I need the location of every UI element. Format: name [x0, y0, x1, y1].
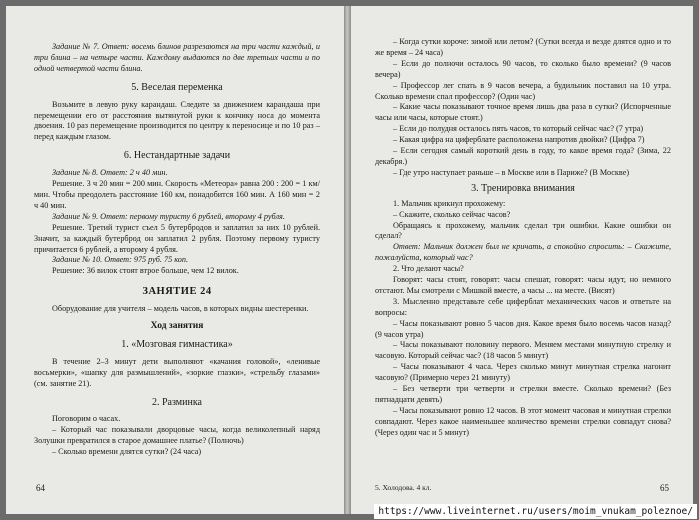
left-page [6, 6, 344, 514]
paragraph: – Когда сутки короче: зимой или летом? (Сутки всегда и везде длятся одно и то же время – 24 часа) [375, 37, 671, 57]
section-heading: Ход занятия [150, 321, 204, 332]
paragraph: – Часы показывают 4 часа. Через сколько минут минутная стрелка нагонит часовую? (Примерно через 21 минуту) [375, 362, 671, 383]
paragraph: Говорят: часы стоят, говорят: часы спешат, говорят: часы идут, но немного отстают. Мы смотрели с Мишкой вместе, а часы ... на месте. (Висят) [375, 275, 671, 295]
paragraph: Задание № 7. Ответ: восемь блинов разрезаются на три части каждый, и три блина – на четыре части. Каждому выдаются по две третьих части и по одной четвертой части блина. [34, 42, 320, 73]
paragraph: Задание № 10. Ответ: 975 руб. 75 коп. [52, 255, 189, 265]
paragraph: – Скажите, сколько сейчас часов? [393, 209, 511, 219]
paragraph: Задание № 8. Ответ: 2 ч 40 мин. [52, 168, 168, 178]
paragraph: Решение: 36 вилок стоят втрое больше, чем 12 вилок. [52, 266, 239, 276]
paragraph: Решение. 3 ч 20 мин = 200 мин. Скорость «Метеора» равна 200 : 200 = 1 км/мин. Чтобы преодолеть расстояние 160 км, понадобится 160 мин. А 160 мин = 2 ч 40 мин. [34, 179, 320, 210]
right-page-text [375, 37, 671, 439]
paragraph: – Какие часы показывают точное время лишь два раза в сутки? (Испорченные часы или часы, которые стоят.) [375, 102, 671, 123]
paragraph: – Часы показывают половину первого. Меняем местами минутную стрелку и часовую. Который сейчас час? (18 часов 5 минут) [375, 340, 671, 361]
paragraph: – Часы показывают ровно 12 часов. В этот момент часовая и минутная стрелки совпадают. Через какое наименьшее количество времени стрелки совпадут снова? (Через один час и 5 минут) [375, 405, 671, 437]
paragraph: – Сколько времени длятся сутки? (24 часа) [52, 447, 202, 457]
source-url-watermark[interactable]: https://www.liveinternet.ru/users/moim_vnukam_poleznoe/ [374, 504, 697, 519]
section-heading: 1. «Мозговая гимнастика» [121, 338, 233, 350]
paragraph: – Профессор лег спать в 9 часов вечера, а будильник поставил на 10 утра. Сколько времени спал профессор? (Один час) [375, 80, 671, 101]
paragraph: – Где утро наступает раньше – в Москве или в Париже? (В Москве) [393, 167, 630, 177]
paragraph: Задание № 9. Ответ: первому туристу 6 рублей, второму 4 рубля. [52, 211, 285, 221]
paragraph: 1. Мальчик крикнул прохожему: [393, 198, 506, 208]
paragraph: 3. Мысленно представьте себе циферблат механических часов и ответьте на вопросы: [375, 296, 671, 317]
section-heading: ЗАНЯТИЕ 24 [142, 286, 212, 298]
paragraph: – Какая цифра на циферблате расположена напротив двойки? (Цифра 7) [393, 135, 645, 145]
section-heading: 6. Нестандартные задачи [123, 150, 231, 162]
paragraph: Ответ: Мальчик должен был не кричать, а спокойно спросить: – Скажите, пожалуйста, который час? [375, 242, 671, 263]
paragraph: – Без четверти три четверти и стрелки вместе. Сколько времени? (Без пятнадцати девять) [375, 384, 671, 404]
right-page-footer: 5. Холодова. 4 кл. [375, 483, 432, 493]
right-page-number: 65 [660, 483, 669, 494]
left-page-text [34, 42, 320, 458]
paragraph: В течение 2–3 минут дети выполняют «качания головой», «ленивые восьмерки», «шапку для размышлений», «зоркие глазки», «стрельбу глазами» (см. занятие 21). [34, 356, 320, 388]
section-heading: 3. Тренировка внимания [471, 182, 575, 194]
paragraph: – Который час показывали дворцовые часы, когда великолепный наряд Золушки превратился в старое домашнее платье? (Полночь) [34, 425, 320, 446]
paragraph: – Если до полночи осталось 90 часов, то сколько было времени? (9 часов вечера) [375, 58, 671, 79]
left-page-number: 64 [36, 483, 45, 494]
paragraph: Решение. Третий турист съел 5 бутербродов и заплатил за них 10 рублей. Значит, за каждый бутерброд он заплатил 2 рубля. Поэтому первому туристу причитается 6 рублей, а второму 4 рубля. [34, 222, 320, 254]
paragraph: Оборудование для учителя – модель часов, в которых видны шестеренки. [52, 304, 309, 314]
paragraph: – Если до полудня осталось пять часов, то который сейчас час? (7 утра) [393, 124, 644, 134]
paragraph: – Часы показывают ровно 5 часов дня. Какое время было восемь часов назад? (9 часов утра) [375, 318, 671, 339]
section-heading: 5. Веселая переменка [131, 81, 223, 93]
paragraph: Обращаясь к прохожему, мальчик сделал три ошибки. Какие ошибки он сделал? [375, 220, 671, 241]
paragraph: – Если сегодня самый короткий день в году, то какое время года? (Зима, 22 декабря.) [375, 146, 671, 166]
right-page [351, 6, 693, 514]
paragraph: Возьмите в левую руку карандаш. Следите за движением карандаша при перемещении его от расстояния вытянутой руки к кончику носа до момента двоения. 10 раз перемещение производится по центру к переносице и по 10 раз – перед каждым глазом. [34, 99, 320, 142]
section-heading: 2. Разминка [152, 396, 202, 408]
book-gutter [344, 6, 351, 514]
paragraph: Поговорим о часах. [52, 414, 121, 424]
paragraph: 2. Что делают часы? [393, 264, 464, 274]
